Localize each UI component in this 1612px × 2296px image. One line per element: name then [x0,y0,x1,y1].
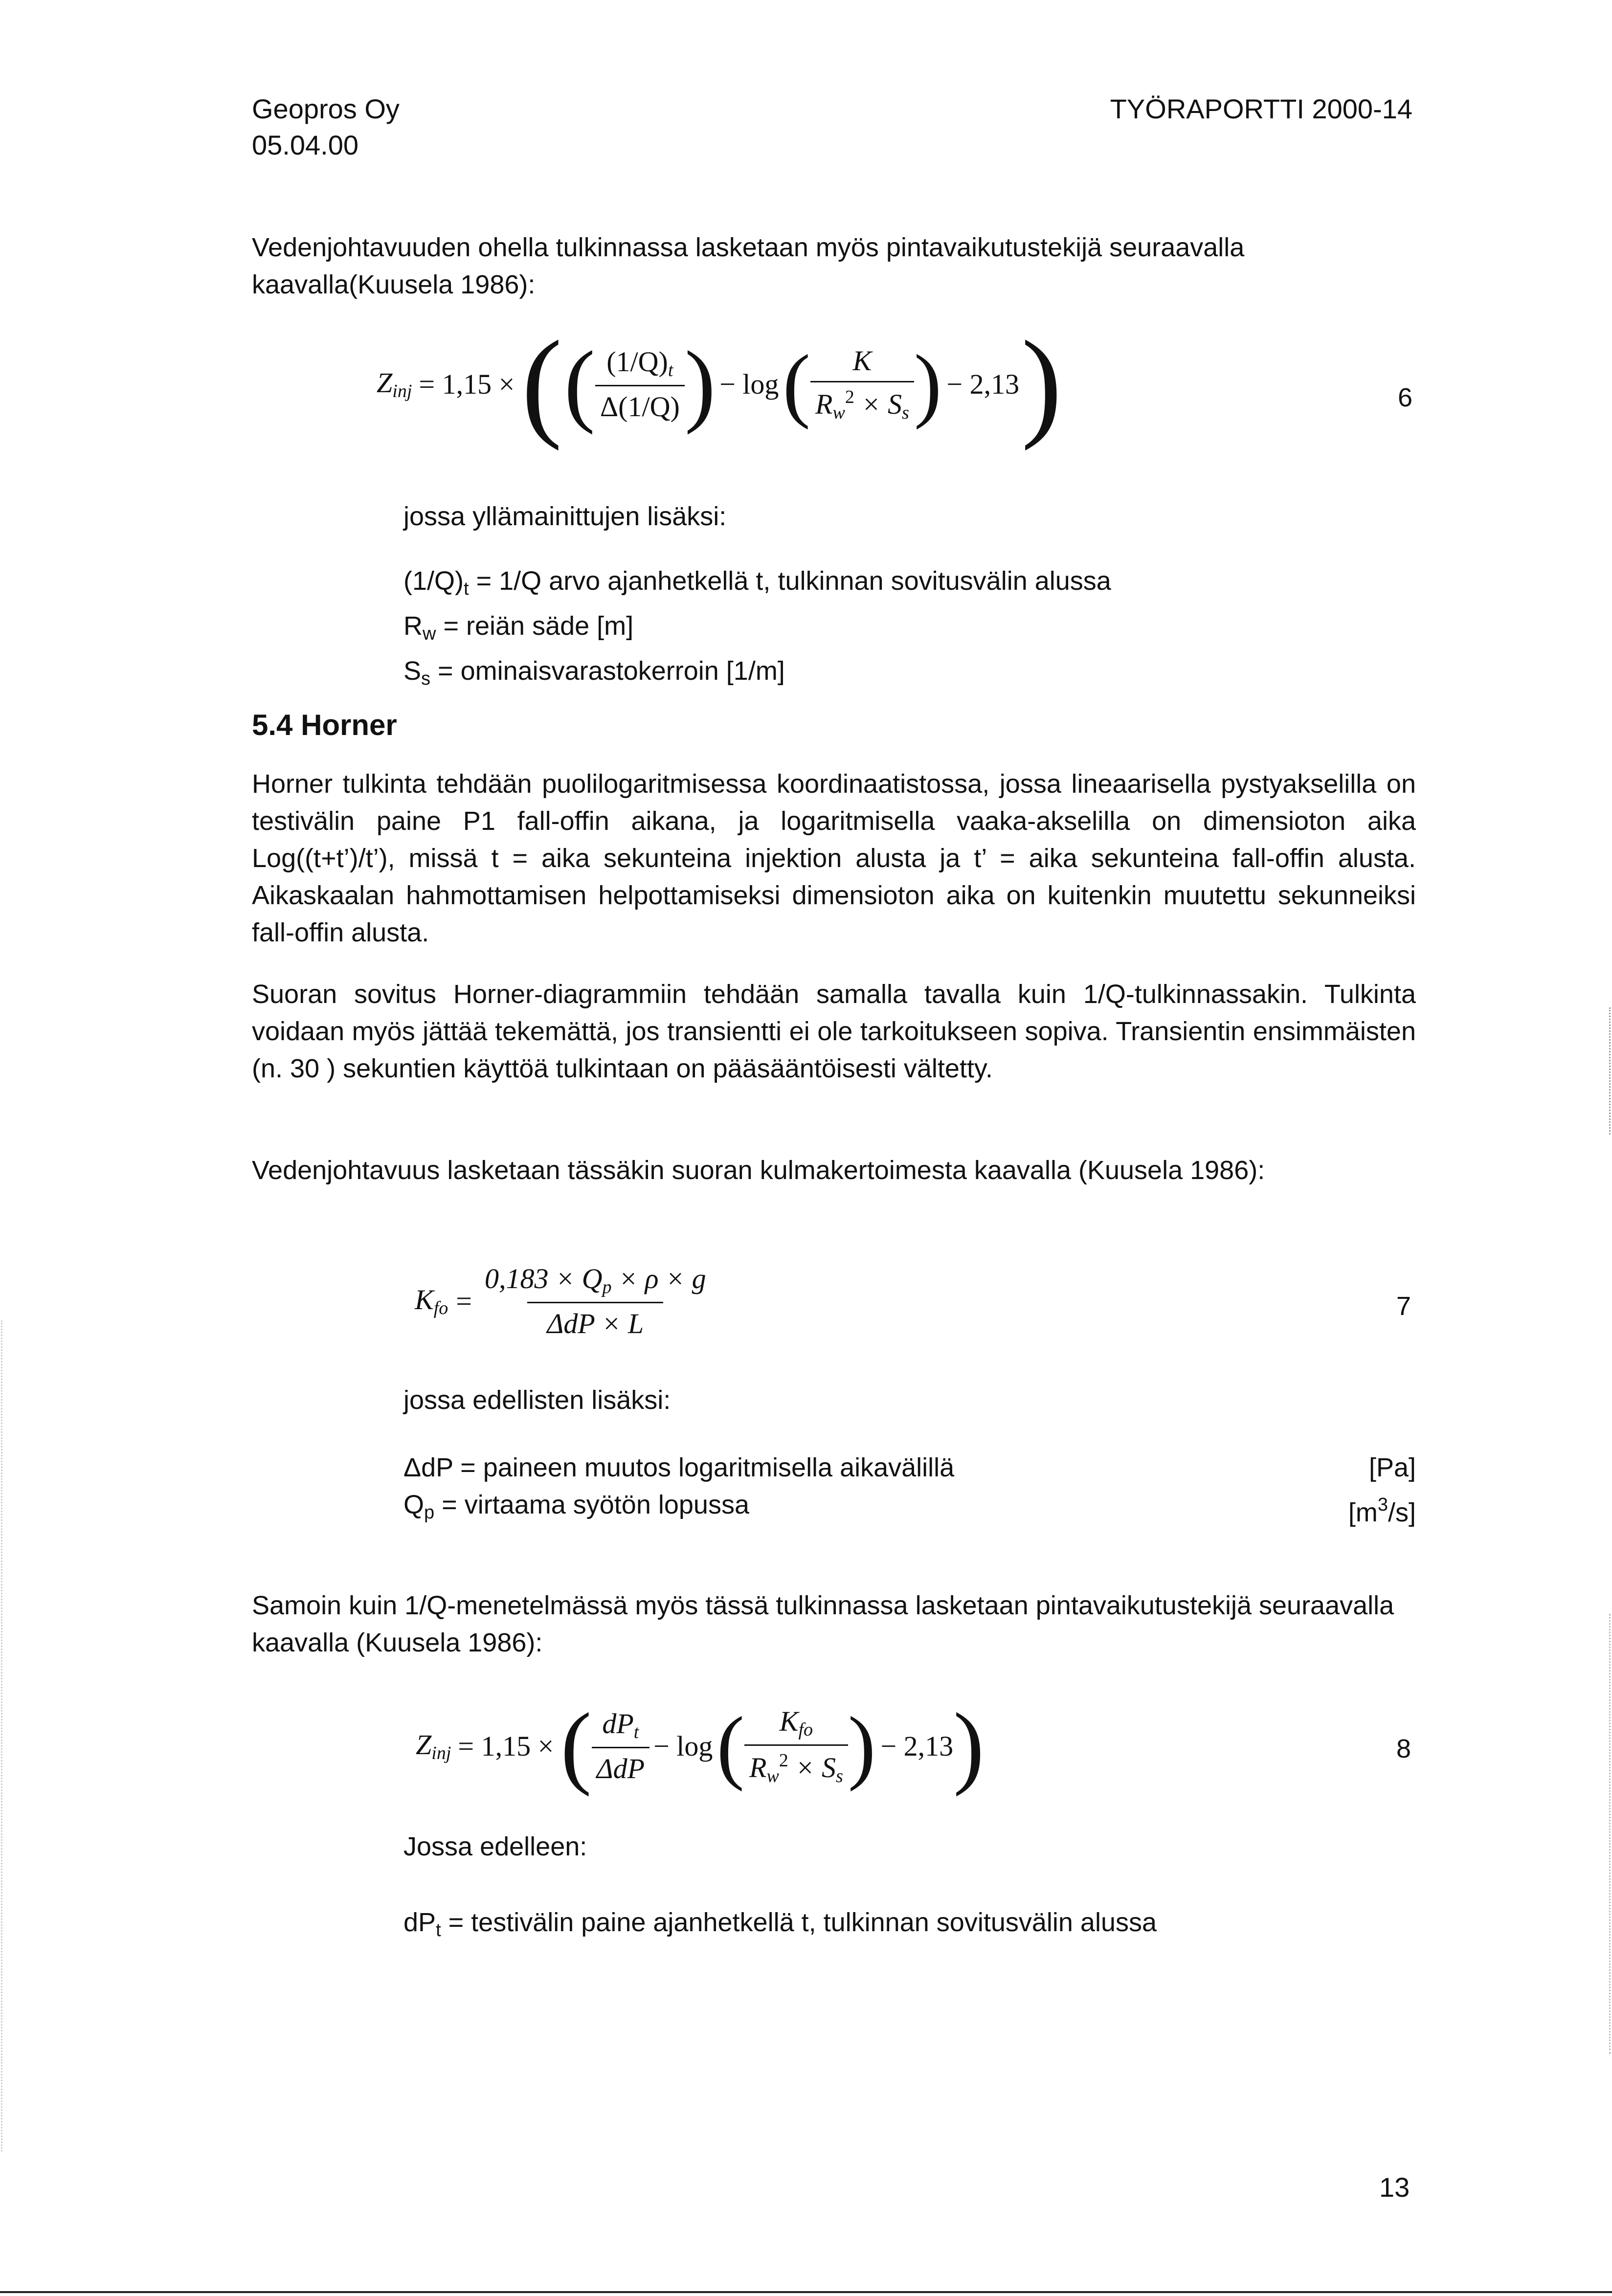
jossa-label-1: jossa yllämainittujen lisäksi: [403,502,727,531]
definitions-1 [403,562,1111,697]
definition-1q: $(1/Q)_t = 1/Q$ arvo ajanhetkellä t, tulkinnan sovitusvälin alussa [403,566,1111,599]
eq7-fraction: $\frac{0,183 \times Q_p \times \rho \times g}{\text{ΔdP × L}}$ [484,1262,706,1339]
eq8-coefficient: = 1,15 × [458,1730,554,1762]
definition-rw: $R_w$ = reiän säde [m] [403,611,634,644]
header-report: TYÖRAPORTTI 2000-14 [1110,93,1412,124]
skin-paragraph: Samoin kuin 1/Q-menetelmässä myös tässä tulkinnassa lasketaan pintavaikutustekijä seuraavalla kaavalla (Kuusela 1986): [252,1591,1394,1657]
eq8-constant: − 2,13 [880,1730,954,1762]
eq6-outer-paren-right: ) [1021,316,1062,451]
eq6-fraction: $\frac{(1/Q)_t}{\Delta(1/Q)}$ [595,345,685,423]
definition-ss: $S_s$ = ominaisvarastokerroin [1/m] [403,656,785,689]
section-title: 5.4 Horner [252,709,397,741]
equation-6 [377,316,1062,451]
conductivity-paragraph: Vedenjohtavuus lasketaan tässäkin suoran kulmakertoimesta kaavalla (Kuusela 1986): [252,1156,1265,1185]
header-company: Geopros Oy [252,93,400,124]
eq7-equals: = [456,1285,472,1317]
jossa-label-3: Jossa edelleen: [403,1832,587,1861]
equation-6-number: 6 [1398,383,1413,412]
equation-7-number: 7 [1396,1292,1411,1321]
eq7-lhs: $K_{fo}$ [415,1283,448,1318]
eq6-inner-paren-right: ) [684,333,716,435]
scan-edge-mark [1609,1007,1612,1135]
eq6-constant: − 2,13 [946,368,1020,400]
eq6-log: − log [719,368,779,400]
definition-ddp: ΔdP = paineen muutos logaritmisella aikavälillä [Pa] [403,1453,1416,1482]
eq8-log: − log [653,1730,713,1762]
equation-7 [415,1252,711,1350]
eq6-coefficient: = 1,15 × [419,368,515,400]
scan-edge-mark [1609,1614,1612,2054]
definition-dpt: $dP_t$ = testivälin paine ajanhetkellä t, tulkinnan sovitusvälin alussa [403,1908,1157,1940]
eq6-inner-paren-left: ( [564,333,595,435]
eq6-log-fraction: $\frac{K}{R_w^2 \times S_s}$ [810,344,914,424]
horner-paragraph: Horner tulkinta tehdään puolilogaritmisessa koordinaatistossa, jossa lineaarisella pystyakselilla on testivälin paine P1 fall-offin aikana, ja logaritmisella vaaka-akselilla on dimensioton aika Log((t+t’)/t’), missä t = aika sekunteina injektion alusta ja t’ = aika sekunteina fall-offin alusta. Aikaskaalan hahmottamisen helpottamiseksi dimensioton aika on kuitenkin muutettu sekunneiksi fall-offin alusta. [252,769,1416,947]
eq6-outer-paren-left: ( [521,316,562,451]
fit-paragraph: Suoran sovitus Horner-diagrammiin tehdään samalla tavalla kuin 1/Q-tulkinnassakin. Tulkinta voidaan myös jättää tekemättä, jos transientti ei ole tarkoitukseen sopiva. Transientin ensimmäisten (n. 30 ) sekuntien käyttöä tulkintaan on pääsääntöisesti vältetty. [252,980,1416,1083]
eq8-log-paren-right: ) [848,1700,876,1792]
eq8-outer-paren-right: ) [953,1694,985,1797]
eq8-outer-paren-left: ( [560,1694,592,1797]
eq8-fraction: $\frac{dP_t}{\text{ΔdP}}$ [592,1707,649,1785]
eq6-lhs: $Z_{inj}$ [377,366,412,401]
eq8-log-fraction: $\frac{K_{fo}}{R_w^2 \times S_s}$ [744,1705,848,1787]
eq6-log-paren-left: ( [783,338,811,430]
equation-8-number: 8 [1396,1734,1411,1763]
eq6-log-paren-right: ) [914,338,942,430]
jossa-label-2: jossa edellisten lisäksi: [403,1385,671,1415]
header-date: 05.04.00 [252,130,358,160]
definition-qp: $Q_p$ = virtaama syötön lopussa $[m^3/s]$ [403,1490,1416,1527]
eq8-log-paren-left: ( [716,1700,745,1792]
equation-8 [416,1694,985,1797]
eq8-lhs: $Z_{inj}$ [416,1728,451,1763]
definitions-2 [403,1449,1416,1531]
intro-paragraph: Vedenjohtavuuden ohella tulkinnassa lasketaan myös pintavaikutustekijä seuraavalla kaavalla(Kuusela 1986): [252,233,1245,299]
scan-edge-mark [1,1320,4,2152]
bottom-rule [0,2291,1612,2293]
page-number: 13 [1379,2172,1410,2203]
